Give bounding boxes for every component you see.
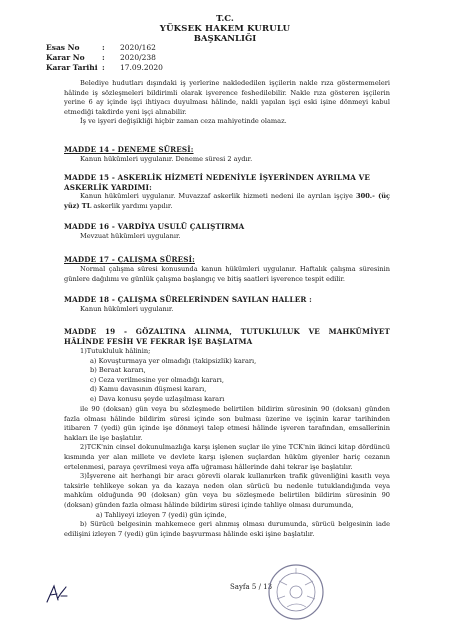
case-metadata (46, 43, 163, 73)
article-17-text: Normal çalışma süresi konusunda kanun hükümleri uygulanır. Haftalık çalışma süresinin günlere dağılımı ve günlük çalışma başlangıç ve bitiş saatleri işverence tespit edilir. (64, 265, 390, 283)
tarih-row (46, 63, 163, 73)
article-14-text: Kanun hükümleri uygulanır. Deneme süresi 2 aydır. (80, 155, 253, 163)
list-item: a) Kovuşturmaya yer olmadığı (takipsizlik) kararı, (90, 356, 257, 365)
tarih-value: 17.09.2020 (120, 63, 163, 72)
esas-row (46, 43, 163, 53)
intro-note: İş ve işyeri değişikliği hiçbir zaman ceza mahiyetinde olamaz. (80, 117, 287, 126)
esas-value: 2020/162 (120, 43, 156, 52)
header-institution: YÜKSEK HAKEM KURULU (159, 24, 291, 34)
military-aid-amount: 300.- (üç yüz) TL (64, 192, 391, 210)
list-item: d) Kamu davasının düşmesi kararı, (90, 385, 207, 394)
karar-row (46, 53, 163, 63)
list-item: e) Dava konusu şeyde uzlaşılması kararı (90, 394, 225, 403)
official-seal-stamp (267, 563, 325, 621)
header-tc: T.C. (216, 14, 234, 24)
intro-paragraph: Belediye hudutları dışındaki iş yerlerine naklededilen işçilerin nakle rıza göstermemeleri hâlinde iş sözleşmeleri bildirimli olarak işverence feshedilebilir. Nakle rıza gösteren işçilerin yerine 6 ay içinde işçi ihtiyacı duyulması hâlinde, nakli yapılan işçi eski işine dönmeyi kabul etmediği takdirde yeni işçi alınabilir. (64, 79, 390, 116)
article-15-title: MADDE 15 - ASKERLİK HİZMETİ NEDENİYLE İŞYERİNDEN AYRILMA VE ASKERLİK YARDIMI: (64, 173, 371, 192)
intro-section (64, 79, 390, 127)
esas-label: Esas No (46, 43, 80, 52)
list-item: 1)Tutukluluk hâlinin; (80, 347, 151, 355)
header-department: BAŞKANLIĞI (193, 34, 257, 44)
karar-label: Karar No (46, 53, 85, 62)
list-item: a) Tahliyeyi izleyen 7 (yedi) gün içinde, (96, 510, 227, 519)
article-19-title: MADDE 19 - GÖZALTINA ALINMA, TUTUKLULUK VE MAHKÛMİYET HÂLİNDE FESİH VE FEKRAR İŞE BAŞLATMA (64, 327, 390, 346)
colon: : (102, 63, 105, 72)
article-15-text: Kanun hükümleri uygulanır. Muvazzaf askerlik hizmeti nedeni ile ayrılan işçiye 300.- (üç yüz) TL askerlik yardımı yapılır. (64, 192, 391, 210)
article-16-title: MADDE 16 - VARDİYA USULÜ ÇALIŞTIRMA (64, 222, 245, 231)
karar-value: 2020/238 (120, 53, 156, 62)
article-18-text: Kanun hükümleri uygulanır. (80, 305, 174, 313)
colon: : (102, 53, 105, 62)
colon: : (102, 43, 105, 52)
article-14-title: MADDE 14 - DENEME SÜRESİ: (64, 145, 194, 154)
article-19-items (64, 347, 390, 405)
tarih-label: Karar Tarihi (46, 63, 98, 72)
handwritten-initials (44, 582, 70, 606)
article-17-title: MADDE 17 - ÇALIŞMA SÜRESİ: (64, 255, 195, 264)
article-19-paragraph-3: 3)İşverene ait herhangi bir aracı görevli olarak kullanırken trafik güvenliğini kasıtlı veya taksirle tehlikeye sokan ya da kazaya neden olan sürücü bu nedenle tutuklandığında veya mahkûm olduğunda 90 (doksan) gün veya bu sözleşmede belirtilen bildirim süresinin 90 (doksan) günden fazla olması hâlinde bildirim süresi içinde tahliye olması durumunda, (64, 472, 390, 509)
article-18-title: MADDE 18 - ÇALIŞMA SÜRELERİNDEN SAYILAN HALLER : (64, 295, 312, 304)
page-number: Sayfa 5 / 13 (230, 583, 273, 591)
list-item: c) Ceza verilmesine yer olmadığı kararı, (90, 375, 224, 384)
article-19-paragraph-2: 2)TCK'nin cinsel dokunulmazlığa karşı işlenen suçlar ile yine TCK'nin ikinci kitap dördüncü kısmında yer alan millete ve devlete karşı işlenen suçlardan hüküm giyenler hariç cezanın ertelenmesi, paraya çevrilmesi veya affa uğraması hâllerinde dahi tekrar işe başlatılır. (64, 443, 390, 471)
article-16-text: Mevzuat hükümleri uygulanır. (80, 232, 181, 240)
article-19-paragraph-1: ile 90 (doksan) gün veya bu sözleşmede belirtilen bildirim süresinin 90 (doksan) günden fazla olması hâlinde bildirim süresi içinde son bulması üzerine ve işçinin karar tarihinden itibaren 7 (yedi) gün içinde işe dönmeyi talep etmesi hâlinde işveren tarafından, emsallerinin hakları ile işe başlatılır. (64, 405, 390, 442)
article-19-body (64, 405, 390, 539)
list-item: b) Sürücü belgesinin mahkemece geri alınmış olması durumunda, sürücü belgesinin iade edilişini izleyen 7 (yedi) gün içinde başvurması hâlinde eski işine başlatılır. (64, 520, 390, 538)
list-item: b) Beraat kararı, (90, 366, 146, 375)
